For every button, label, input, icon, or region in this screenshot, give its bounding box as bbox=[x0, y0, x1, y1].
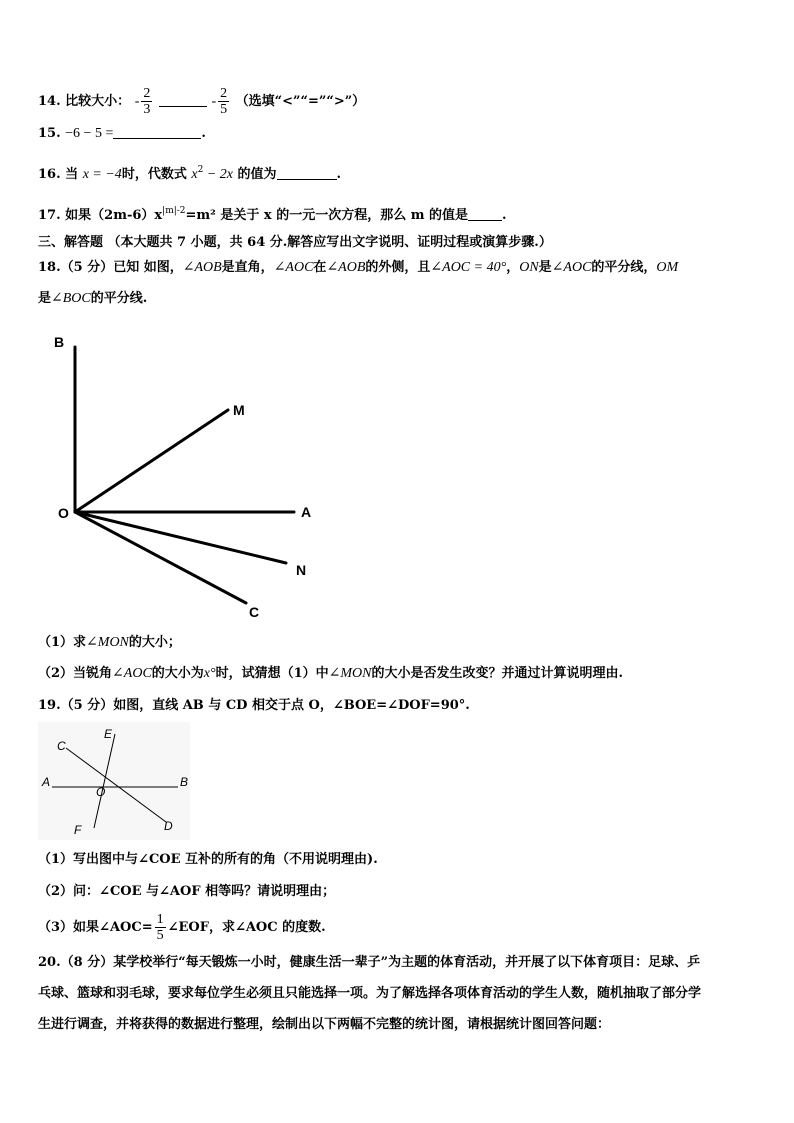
q18-figure bbox=[40, 325, 340, 625]
q18-stem-line-2: 是∠BOC的平分线. bbox=[38, 291, 148, 306]
q16-number: 16. bbox=[38, 167, 61, 182]
q19-stem: 19.（5 分）如图，直线 AB 与 CD 相交于点 O，∠BOE=∠DOF=90°. bbox=[38, 698, 470, 713]
q14-fraction-2: $\frac{2}{5}$ bbox=[220, 86, 228, 117]
label-A: A bbox=[42, 775, 51, 789]
q20-line-2: 乓球、篮球和羽毛球，要求每位学生必须且只能选择一项。为了解选择各项体育活动的学生人数，随机抽取了部分学 bbox=[38, 986, 702, 1001]
q14-answer-blank[interactable] bbox=[159, 92, 207, 107]
label-F: F bbox=[74, 823, 82, 837]
question-15 bbox=[38, 124, 206, 143]
q16-expr-base: x bbox=[191, 167, 198, 182]
question-16 bbox=[38, 161, 341, 184]
q16-post: 的值为 bbox=[237, 167, 277, 182]
q15-end: . bbox=[201, 126, 206, 141]
q18-stem-line-1: 18.（5 分）已知 如图，∠AOB是直角，∠AOC在∠AOB的外侧，且∠AOC = 40°，ON是∠AOC的平分线，OM bbox=[38, 260, 679, 275]
q16-answer-blank[interactable] bbox=[277, 165, 337, 180]
label-C: C bbox=[57, 739, 66, 753]
q17-answer-blank[interactable] bbox=[468, 206, 502, 221]
section-3-heading: 三、解答题 （本大题共 7 小题，共 64 分.解答应写出文字说明、证明过程或演算步骤.） bbox=[38, 235, 552, 250]
q20-line-3: 生进行调查，并将获得的数据进行整理，绘制出以下两幅不完整的统计图，请根据统计图回答问题： bbox=[38, 1017, 611, 1032]
q14-hint: （选填“<”“=”“>”） bbox=[235, 94, 366, 109]
q17-number: 17. bbox=[38, 208, 61, 223]
label-A: A bbox=[301, 504, 312, 520]
label-D: D bbox=[164, 819, 173, 833]
q16-pre: 当 bbox=[65, 167, 79, 182]
ray-oc bbox=[75, 512, 246, 603]
label-B: B bbox=[54, 334, 65, 350]
q14-neg1: - bbox=[134, 94, 140, 109]
label-B: B bbox=[180, 775, 189, 789]
q19-sub-2: （2）问：∠COE 与∠AOF 相等吗？请说明理由； bbox=[38, 884, 336, 899]
q19-sub-1: （1）写出图中与∠COE 互补的所有的角（不用说明理由). bbox=[38, 852, 378, 867]
question-17 bbox=[38, 202, 507, 225]
q20-line-1: 20.（8 分）某学校举行“每天锻炼一小时，健康生活一辈子”为主题的体育活动，并开展了以下体育项目：足球、乒 bbox=[38, 955, 701, 970]
q15-number: 15. bbox=[38, 126, 61, 141]
q19-figure bbox=[38, 722, 190, 840]
q16-expr-rest: − 2x bbox=[203, 167, 233, 182]
label-N: N bbox=[296, 562, 307, 578]
q15-answer-blank[interactable] bbox=[113, 124, 201, 139]
label-C: C bbox=[249, 604, 260, 620]
label-O: O bbox=[96, 785, 106, 799]
label-E: E bbox=[104, 727, 113, 741]
ray-on bbox=[75, 512, 286, 563]
label-O: O bbox=[58, 505, 69, 521]
q14-neg2: - bbox=[211, 94, 217, 109]
q16-end: . bbox=[336, 167, 342, 182]
q17-exponent: |m|-2 bbox=[162, 206, 186, 216]
q19-sub-3: （3）如果∠AOC= $\frac{1}{5}$ ∠EOF，求∠AOC 的度数. bbox=[38, 912, 326, 943]
q18-sub-2: （2）当锐角∠AOC的大小为x°时，试猜想（1）中∠MON的大小是否发生改变？并通过计算说明理由. bbox=[38, 666, 624, 681]
q16-condition: x = −4 bbox=[82, 167, 122, 182]
q18-sub-1: （1）求∠MON的大小； bbox=[38, 635, 181, 650]
question-14 bbox=[38, 86, 365, 117]
q17-pre: 如果（2m-6）x bbox=[65, 208, 163, 223]
q16-mid: 时，代数式 bbox=[121, 167, 187, 182]
label-M: M bbox=[233, 402, 245, 418]
q14-fraction-1: $\frac{2}{3}$ bbox=[143, 86, 151, 117]
q14-label: 比较大小： bbox=[65, 94, 131, 109]
q17-post: =m² 是关于 x 的一元一次方程，那么 m 的值是 bbox=[185, 208, 469, 223]
q14-number: 14. bbox=[38, 94, 61, 109]
ray-om bbox=[75, 410, 228, 512]
q17-end: . bbox=[502, 208, 507, 223]
q16-expr-exp: 2 bbox=[197, 165, 204, 175]
q15-expression: −6 − 5 = bbox=[65, 126, 114, 141]
